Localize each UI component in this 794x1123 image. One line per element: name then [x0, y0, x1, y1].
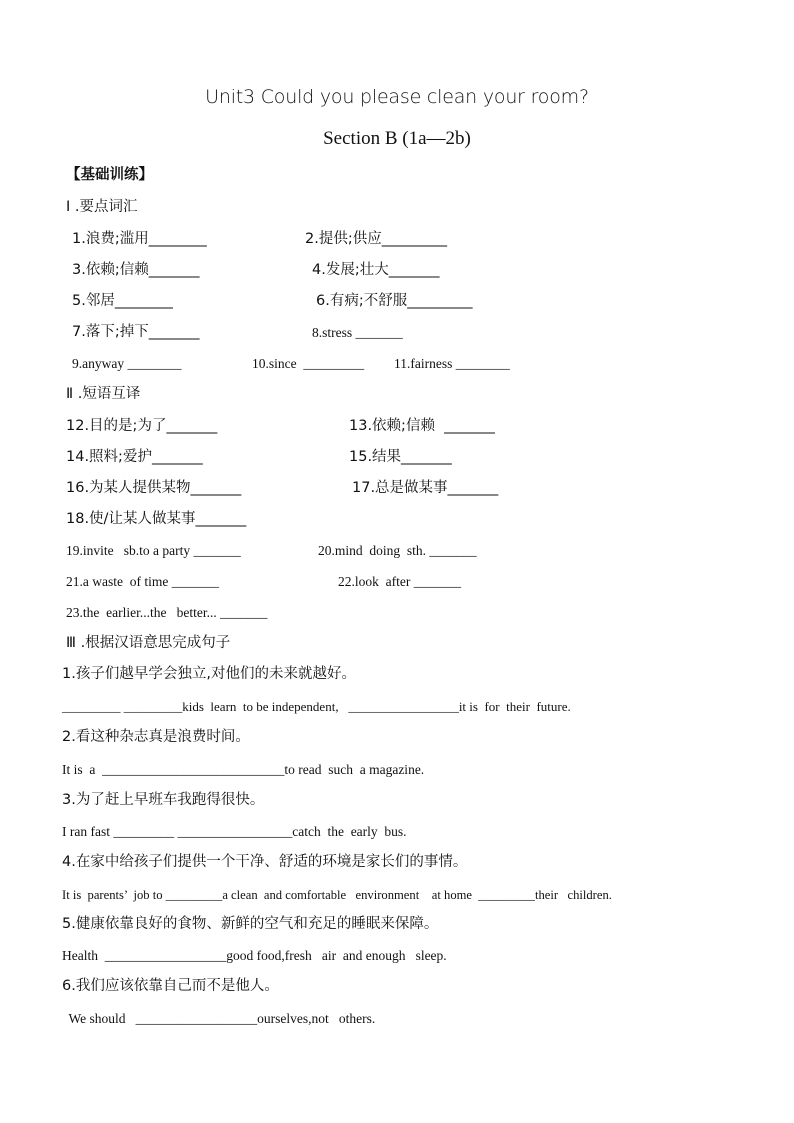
part3-heading: Ⅲ .根据汉语意思完成句子: [66, 635, 231, 651]
part2-heading: Ⅱ .短语互译: [66, 386, 141, 402]
vocab-item-7: 7.落下;掉下_______: [72, 324, 200, 340]
vocab-item-2: 2.提供;供应_________: [305, 231, 447, 247]
phrase-item-14: 14.照料;爱护_______: [66, 449, 203, 465]
section-subtitle: Section B (1a—2b): [323, 128, 471, 149]
sentence-5-answer: Health __________________good food,fresh air and enough sleep.: [62, 948, 447, 963]
phrase-item-22: 22.look after _______: [338, 574, 461, 589]
phrase-item-20: 20.mind doing sth. _______: [318, 543, 477, 558]
phrase-item-17: 17.总是做某事_______: [352, 480, 499, 496]
part1-heading: Ⅰ .要点词汇: [66, 199, 138, 215]
vocab-item-10: 10.since _________: [252, 356, 365, 371]
sentence-4-answer: It is parents’ job to _________a clean and comfortable environment at home _________their children.: [62, 888, 612, 902]
phrase-item-23: 23.the earlier...the better... _______: [66, 605, 268, 620]
basic-training-heading: 【基础训练】: [66, 167, 153, 183]
phrase-item-19: 19.invite sb.to a party _______: [66, 543, 241, 558]
sentence-1-chinese: 1.孩子们越早学会独立,对他们的未来就越好。: [62, 666, 356, 682]
sentence-6-answer: We should __________________ourselves,not others.: [62, 1011, 376, 1026]
sentence-1-answer: _________ _________kids learn to be independent, _________________it is for their future.: [62, 699, 571, 714]
phrase-item-12: 12.目的是;为了_______: [66, 418, 218, 434]
phrase-item-21: 21.a waste of time _______: [66, 574, 219, 589]
sentence-2-chinese: 2.看这种杂志真是浪费时间。: [62, 729, 250, 745]
vocab-item-11: 11.fairness ________: [394, 356, 510, 371]
sentence-6-chinese: 6.我们应该依靠自己而不是他人。: [62, 978, 279, 994]
phrase-item-16: 16.为某人提供某物_______: [66, 480, 242, 496]
vocab-item-1: 1.浪费;滥用________: [72, 231, 207, 247]
vocab-item-3: 3.依赖;信赖_______: [72, 262, 200, 278]
vocab-item-4: 4.发展;壮大_______: [312, 262, 440, 278]
sentence-2-answer: It is a ___________________________to read such a magazine.: [62, 762, 425, 777]
phrase-item-18: 18.使/让某人做某事_______: [66, 511, 247, 527]
phrase-item-13: 13.依赖;信赖 _______: [349, 418, 495, 434]
page-title: Unit3 Could you please clean your room?: [205, 86, 589, 108]
sentence-3-answer: I ran fast _________ _________________catch the early bus.: [62, 824, 407, 839]
sentence-5-chinese: 5.健康依靠良好的食物、新鲜的空气和充足的睡眠来保障。: [62, 916, 439, 932]
vocab-item-8: 8.stress _______: [312, 325, 403, 340]
phrase-item-15: 15.结果_______: [349, 449, 452, 465]
vocab-item-5: 5.邻居________: [72, 293, 173, 309]
sentence-4-chinese: 4.在家中给孩子们提供一个干净、舒适的环境是家长们的事情。: [62, 854, 468, 870]
vocab-item-6: 6.有病;不舒服_________: [316, 293, 473, 309]
vocab-item-9: 9.anyway ________: [72, 356, 182, 371]
sentence-3-chinese: 3.为了赶上早班车我跑得很快。: [62, 792, 265, 808]
